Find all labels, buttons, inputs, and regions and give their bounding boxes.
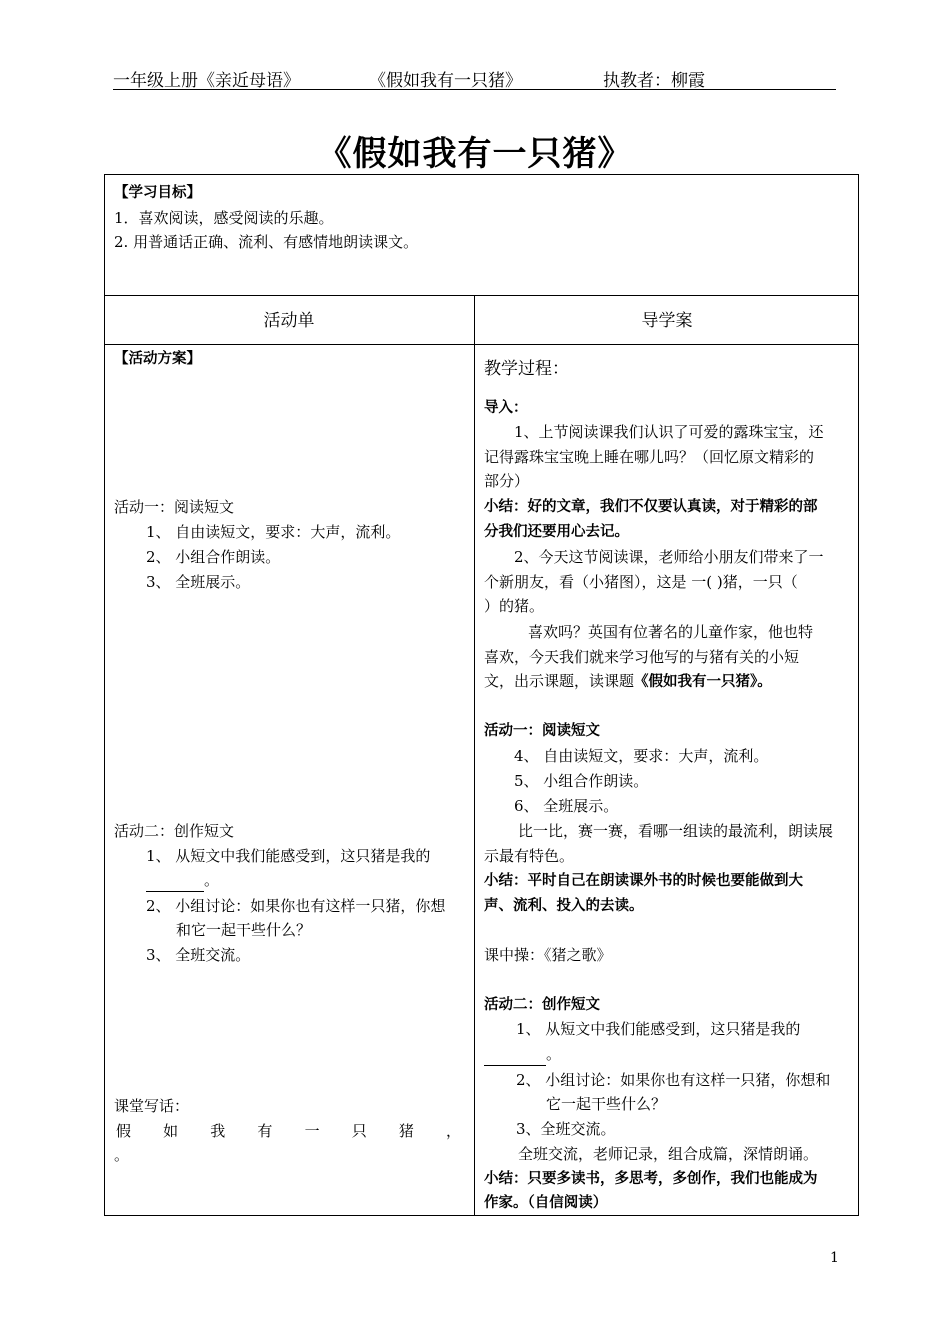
- intro-text: 喜欢吗？英国有位著名的儿童作家，他也特: [528, 623, 814, 641]
- left-activity2-item: 1、 从短文中我们能感受到，这只猪是我的: [146, 847, 431, 865]
- blank-line: [484, 1049, 546, 1066]
- left-activity1-item: 3、 全班展示。: [146, 573, 251, 591]
- right-activity2-title: 活动二：创作短文: [484, 997, 600, 1013]
- left-activity2-item-cont: 和它一起干些什么？: [176, 921, 312, 939]
- intro-text: 1、上节阅读课我们认识了可爱的露珠宝宝，还: [514, 423, 824, 441]
- process-heading: 教学过程：: [484, 359, 569, 379]
- right-activity1-item: 5、 小组合作朗读。: [514, 772, 649, 790]
- column-head-activity: 活动单: [263, 311, 315, 331]
- intro-text: 文，出示课题，读课题《假如我有一只猪》。: [484, 672, 772, 690]
- compare-text: 示最有特色。: [484, 847, 575, 865]
- writing-prompt: [116, 1120, 461, 1141]
- right-activity1-item: 6、 全班展示。: [514, 797, 619, 815]
- left-activity1-item: 1、 自由读短文，要求：大声，流利。: [146, 523, 401, 541]
- writing-char: 假: [116, 1122, 132, 1140]
- right-activity1-item: 4、 自由读短文，要求：大声，流利。: [514, 747, 769, 765]
- objectives-label: 【学习目标】: [114, 185, 201, 201]
- header-lesson: 《假如我有一只猪》: [369, 71, 522, 91]
- header-teacher: 执教者：柳霞: [603, 71, 705, 91]
- writing-char: ，: [445, 1122, 461, 1140]
- writing-char: 如: [163, 1122, 179, 1140]
- left-activity1-title: 活动一：阅读短文: [114, 498, 235, 516]
- plan-label: 【活动方案】: [114, 351, 201, 367]
- right-activity2-item: 2、 小组讨论：如果你也有这样一只猪，你想和: [516, 1071, 831, 1089]
- intro-label: 导入：: [484, 400, 528, 416]
- left-activity1-item: 2、 小组合作朗读。: [146, 548, 281, 566]
- summary-3: 作家。（自信阅读）: [484, 1195, 608, 1211]
- column-head-guide: 导学案: [641, 311, 693, 331]
- left-activity2-title: 活动二：创作短文: [114, 822, 235, 840]
- summary-2: 声、流利、投入的去读。: [484, 898, 644, 914]
- right-activity2-item: 3、全班交流。: [516, 1120, 616, 1138]
- writing-char: 一: [304, 1122, 320, 1140]
- right-fill-blank: 。: [484, 1042, 561, 1066]
- left-activity2-item: 2、 小组讨论：如果你也有这样一只猪，你想: [146, 897, 446, 915]
- writing-char: 我: [210, 1122, 226, 1140]
- objective-item: 2. 用普通话正确、流利、有感情地朗读课文。: [114, 233, 419, 251]
- objective-item: 1．喜欢阅读，感受阅读的乐趣。: [114, 209, 334, 227]
- writing-end: 。: [114, 1146, 130, 1164]
- header-course: 一年级上册《亲近母语》: [113, 71, 300, 91]
- intro-text: ）的猪。: [484, 597, 545, 615]
- right-activity2-item: 1、 从短文中我们能感受到，这只猪是我的: [516, 1020, 801, 1038]
- divider-objectives: [104, 295, 859, 296]
- break-activity: 课中操：《猪之歌》: [484, 946, 612, 964]
- summary-1: 小结：好的文章，我们不仅要认真读，对于精彩的部: [484, 499, 818, 515]
- writing-char: 猪: [398, 1122, 414, 1140]
- summary-1: 分我们还要用心去记。: [484, 524, 629, 540]
- intro-text: 喜欢，今天我们就来学习他写的与猪有关的小短: [484, 648, 800, 666]
- page-number: 1: [830, 1250, 839, 1266]
- share-text: 全班交流，老师记录，组合成篇，深情朗诵。: [518, 1145, 819, 1163]
- intro-text: 记得露珠宝宝晚上睡在哪儿吗？（回忆原文精彩的: [484, 448, 815, 466]
- left-fill-blank: 。: [146, 868, 219, 892]
- intro-text: 2、今天这节阅读课，老师给小朋友们带来了一: [514, 548, 824, 566]
- blank-line: [146, 875, 204, 892]
- page-header: [113, 62, 836, 90]
- compare-text: 比一比，赛一赛，看哪一组读的最流利，朗读展: [518, 822, 834, 840]
- intro-text: 个新朋友，看（小猪图），这是 一( )猪，一只（: [484, 573, 798, 591]
- right-activity2-item-cont: 它一起干些什么？: [546, 1095, 667, 1113]
- lesson-title-ref: 《假如我有一只猪》。: [634, 674, 772, 690]
- intro-text: 部分）: [484, 472, 530, 490]
- writing-char: 只: [351, 1122, 367, 1140]
- writing-char: 有: [257, 1122, 273, 1140]
- summary-2: 小结：平时自己在朗读课外书的时候也要能做到大: [484, 873, 803, 889]
- column-divider: [474, 295, 475, 1216]
- divider-column-heads: [104, 344, 859, 345]
- right-activity1-title: 活动一：阅读短文: [484, 723, 600, 739]
- writing-label: 课堂写话：: [114, 1097, 190, 1115]
- left-activity2-item: 3、 全班交流。: [146, 946, 251, 964]
- document-title: 《假如我有一只猪》: [317, 134, 633, 174]
- summary-3: 小结：只要多读书，多思考，多创作，我们也能成为: [484, 1171, 818, 1187]
